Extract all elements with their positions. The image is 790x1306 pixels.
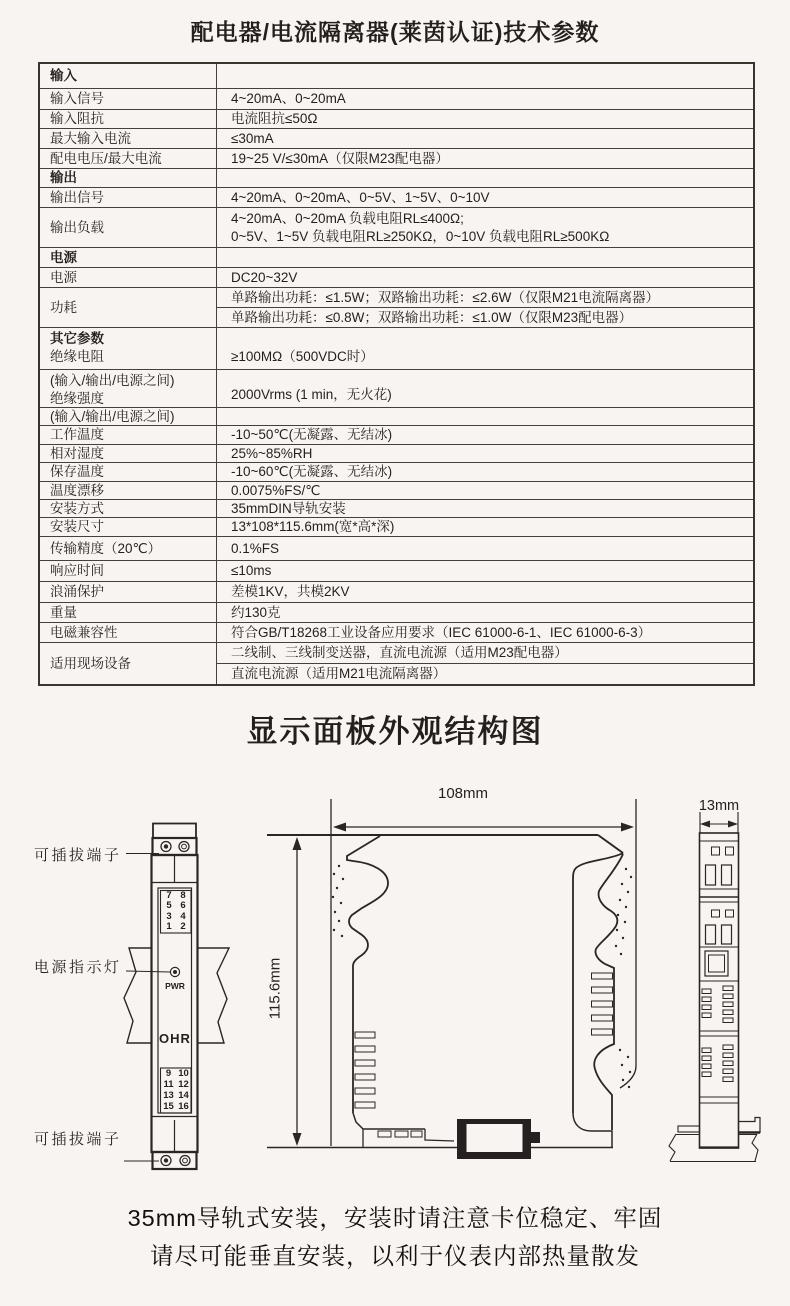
spec-row (40, 581, 753, 602)
spec-row-value: DC20~32V (231, 269, 298, 285)
spec-row-label: 其它参数 绝缘电阻 (40, 328, 217, 369)
spec-row (40, 287, 753, 327)
front-view-drawing (124, 824, 229, 1170)
terminal-grid-bottom (161, 1069, 191, 1112)
spec-row (40, 267, 753, 287)
spec-row-value: 电流阻抗≤50Ω (231, 111, 318, 127)
spec-row-label: 输入信号 (40, 89, 217, 109)
page-title: 配电器/电流隔离器(莱茵认证)技术参数 (190, 19, 600, 45)
spec-row-value: -10~50℃(无凝露、无结冰) (231, 427, 393, 443)
spec-row-label: (输入/输出/电源之间) 绝缘强度 (40, 370, 217, 407)
spec-row-value: 约130克 (231, 604, 281, 620)
terminal-number: 14 (178, 1089, 189, 1101)
spec-row (40, 536, 753, 560)
spec-row (40, 462, 753, 481)
terminal-number: 9 (165, 1068, 172, 1080)
terminal-number: 3 (166, 910, 172, 922)
terminal-grid-top (162, 891, 190, 932)
spec-row-value: 4~20mA、0~20mA (231, 91, 346, 107)
spec-row-label: 输出 (40, 169, 217, 187)
terminal-number-row (161, 1091, 191, 1101)
spec-row (40, 247, 753, 267)
terminal-number-row (162, 901, 190, 911)
label-top-terminal: 可插拔端子 (34, 847, 122, 864)
spec-row-label: 输出信号 (40, 188, 217, 207)
spec-row (40, 481, 753, 499)
spec-row-label: 输入阻抗 (40, 110, 217, 128)
terminal-number-row (162, 922, 190, 932)
spec-row-value (217, 248, 753, 267)
spec-row-value: 13*108*115.6mm(宽*高*深) (231, 519, 395, 535)
spec-row-label: 浪涌保护 (40, 582, 217, 602)
spec-row-value: 二线制、三线制变送器，直流电流源（适用M23配电器） 直流电流源（适用M21电流隔离器） (217, 643, 753, 684)
spec-row-label: 电磁兼容性 (40, 623, 217, 642)
spec-row-value: 35mmDIN导轨安装 (231, 500, 346, 516)
spec-row-value: 符合GB/T18268工业设备应用要求（IEC 61000-6-1、IEC 61000-6-3） (231, 624, 652, 640)
spec-row (40, 622, 753, 642)
brand-logo: OHR (159, 1031, 191, 1046)
spec-row-value: 19~25 V/≤30mA（仅限M23配电器） (231, 150, 449, 166)
spec-row-label: 适用现场设备 (40, 643, 217, 684)
power-led-icon (170, 967, 179, 976)
terminal-number: 13 (163, 1089, 174, 1101)
spec-row-value: 4~20mA、0~20mA 负载电阻RL≤400Ω; 0~5V、1~5V 负载电阻RL≥250KΩ，0~10V 负载电阻RL≥500KΩ (231, 210, 610, 244)
label-power-led: 电源指示灯 (34, 959, 122, 976)
spec-row-value (217, 169, 753, 187)
terminal-number: 10 (178, 1068, 189, 1080)
spec-row-value: 0.1%FS (231, 540, 280, 556)
terminal-number: 4 (180, 910, 186, 922)
spec-row (40, 602, 753, 622)
spec-row (40, 369, 753, 407)
spec-row-label: 传输精度（20℃） (40, 537, 217, 560)
terminal-number: 12 (178, 1079, 189, 1091)
spec-row-value: 单路输出功耗：≤1.5W；双路输出功耗：≤2.6W（仅限M21电流隔离器） 单路输出功耗：≤0.8W；双路输出功耗：≤1.0W（仅限M23配电器） (217, 288, 753, 327)
spec-row (40, 327, 753, 369)
spec-row-value: 25%~85%RH (231, 445, 313, 461)
side-view-drawing (267, 799, 636, 1159)
terminal-number: 5 (166, 900, 172, 912)
terminal-number-row (161, 1069, 191, 1079)
spec-row-label: 响应时间 (40, 561, 217, 581)
terminal-number: 8 (180, 890, 186, 902)
terminal-number-row (161, 1080, 191, 1090)
spec-row (40, 148, 753, 168)
spec-row-label: 安装方式 (40, 500, 217, 517)
spec-row-value (217, 408, 753, 425)
spec-row-label: 温度漂移 (40, 482, 217, 499)
spec-row (40, 642, 753, 684)
spec-row (40, 88, 753, 109)
spec-row-label: 工作温度 (40, 426, 217, 444)
footer-note-line1: 35mm导轨式安装，安装时请注意卡位稳定、牢固 (127, 1205, 663, 1231)
spec-row-value: -10~60℃(无凝露、无结冰) (231, 464, 393, 480)
spec-row-label: 输出负载 (40, 208, 217, 247)
spec-row-label: 功耗 (40, 288, 217, 327)
terminal-number: 11 (163, 1079, 174, 1091)
terminal-number: 1 (166, 920, 172, 932)
spec-row (40, 425, 753, 444)
spec-row-label: (输入/输出/电源之间) (40, 408, 217, 425)
terminal-number-row (161, 1102, 191, 1112)
label-bottom-terminal: 可插拔端子 (34, 1131, 122, 1148)
spec-row-value (217, 64, 753, 88)
footer-note-line2: 请尽可能垂直安装，以利于仪表内部热量散发 (150, 1243, 640, 1269)
spec-row (40, 517, 753, 536)
din-clip (457, 1119, 540, 1159)
spec-row-value: ≤30mA (231, 130, 274, 146)
spec-row (40, 128, 753, 148)
spec-row-label: 配电电压/最大电流 (40, 149, 217, 168)
spec-row-value: 0.0075%FS/℃ (231, 482, 321, 498)
end-view-drawing (669, 812, 760, 1162)
spec-row-label: 保存温度 (40, 463, 217, 481)
spec-row (40, 168, 753, 187)
terminal-number: 15 (163, 1100, 174, 1112)
spec-row (40, 560, 753, 581)
terminal-number: 7 (166, 890, 172, 902)
dimension-height: 115.6mm (266, 957, 284, 1020)
terminal-number: 6 (180, 900, 186, 912)
spec-row-label: 重量 (40, 603, 217, 622)
spec-row-value: 2000Vrms (1 min，无火花) (231, 387, 392, 403)
dimension-depth: 13mm (698, 798, 740, 814)
spec-row-label: 电源 (40, 248, 217, 267)
spec-row-label: 电源 (40, 268, 217, 287)
spec-row-label: 最大输入电流 (40, 129, 217, 148)
spec-row (40, 187, 753, 207)
spec-table (38, 62, 755, 686)
spec-row-label: 相对湿度 (40, 445, 217, 462)
terminal-number: 16 (178, 1100, 189, 1112)
spec-row (40, 207, 753, 247)
terminal-number: 2 (180, 920, 186, 932)
spec-row-label: 输入 (40, 64, 217, 88)
dimension-width: 108mm (437, 785, 489, 802)
pwr-led-label: PWR (165, 981, 185, 991)
spec-row (40, 64, 753, 88)
spec-row (40, 109, 753, 128)
spec-row-value: ≥100MΩ（500VDC时） (231, 349, 374, 365)
section-title: 显示面板外观结构图 (246, 714, 544, 749)
spec-row (40, 444, 753, 462)
spec-row-value: 差模1KV，共模2KV (231, 584, 350, 600)
spec-row (40, 499, 753, 517)
spec-row-value: ≤10ms (231, 563, 272, 579)
spec-row-value: 4~20mA、0~20mA、0~5V、1~5V、0~10V (231, 189, 490, 205)
spec-row-label: 安装尺寸 (40, 518, 217, 536)
spec-row (40, 407, 753, 425)
